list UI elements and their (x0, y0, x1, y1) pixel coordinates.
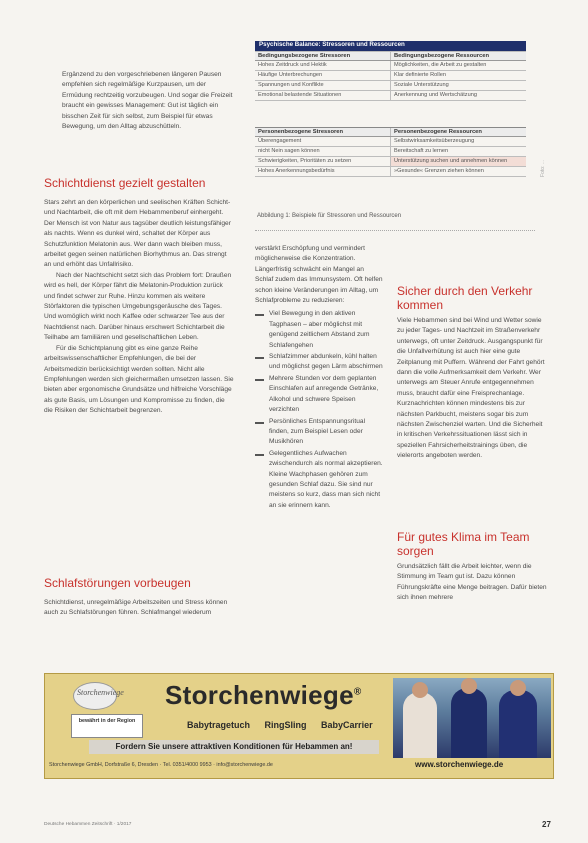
registered-mark: ® (353, 686, 362, 698)
list-item: Gelegentliches Aufwachen zwischendurch als normal akzeptieren. Kleine Wachphasen gehören zum gesunden Schlaf dazu. Sie sind nur meistens so kurz, dass man sich nicht an sie erinnern kann. (255, 449, 383, 511)
quality-badge: bewährt in der Region (71, 714, 143, 738)
ad-product: Babytragetuch (187, 720, 251, 730)
person-head (412, 682, 428, 698)
list-item: Persönliches Entspannungsritual finden, zum Beispiel Lesen oder Musikhören (255, 417, 383, 448)
list-item: Schlafzimmer abdunkeln, kühl halten und möglichst gegen Lärm abschirmen (255, 352, 383, 373)
table-cell: Spannungen und Konflikte (255, 80, 391, 90)
page-footer: Deutsche Hebammen Zeitschrift · 1/2017 (44, 822, 132, 827)
person-figure (499, 690, 537, 758)
ad-website-link[interactable]: www.storchenwiege.de (415, 760, 504, 769)
traffic-text (397, 316, 549, 462)
table-row (255, 80, 526, 90)
figure-caption: Abbildung 1: Beispiele für Stressoren und Ressourcen (257, 213, 402, 219)
paragraph: Für die Schichtplanung gibt es eine ganze Reihe arbeitswissenschaftlicher Empfehlungen, die bei der Arbeitsmedizin berücksichtigt werden sollten. Nicht alle Empfehlungen werden sich gleichermaßen umsetzen lassen. Sie bieten aber ergonomische Grundsätze und hilfreiche Vorschläge als gute Basis, um Lösungen und Kompromisse zu finden, die die Risiken der Schichtarbeit begrenzen. (44, 344, 234, 415)
paragraph: Schichtdienst, unregelmäßige Arbeitszeiten und Stress können auch zu Schlafstörungen führen. Schlafmangel wiederum (44, 599, 228, 617)
stressor-table-personal (255, 127, 526, 177)
advertisement-banner[interactable] (44, 673, 554, 779)
ad-product: BabyCarrier (321, 720, 373, 730)
page-number: 27 (542, 820, 551, 829)
table-cell: Anerkennung und Wertschätzung (391, 90, 527, 100)
table-cell: Möglichkeiten, die Arbeit zu gestalten (391, 60, 527, 70)
table-cell: Schwierigkeiten, Prioritäten zu setzen (255, 157, 391, 167)
heading-traffic: Sicher durch den Verkehr kommen (397, 284, 533, 312)
table-cell: nicht Nein sagen können (255, 147, 391, 157)
table-row (255, 157, 526, 167)
intro-paragraph-block (44, 70, 234, 132)
table-row (255, 137, 526, 147)
person-head (461, 678, 477, 694)
table-header: Bedingungsbezogene Stressoren (255, 51, 391, 60)
logo-text: Storchenwiege (77, 688, 124, 697)
ad-product: RingSling (264, 720, 307, 730)
table-row (255, 70, 526, 80)
table-cell: Klar definierte Rollen (391, 70, 527, 80)
sleep-tips-column (255, 244, 383, 512)
table-cell: Häufige Unterbrechungen (255, 70, 391, 80)
ad-photo-midwives (393, 678, 551, 758)
table-cell: Bereitschaft zu lernen (391, 147, 527, 157)
team-climate-text (397, 562, 549, 604)
table-row (255, 60, 526, 70)
table-row (255, 167, 526, 177)
paragraph: Stars zehrt an den körperlichen und seelischen Kräften Schicht- und Nachtarbeit, die oft mit dem Hebammenberuf einhergeht. Der Mensch ist von Natur aus tagsüber deutlich leistungsfähiger als nachts. Wenn es dunkel wird, schaltet der Körper aus Schutzfunktion Melatonin aus. Wer dann wach bleiben muss, arbeitet gegen seinen natürlichen Biorhythmus an. Das strengt an und erhöht das Unfallrisiko. (44, 199, 231, 269)
heading-shift-work: Schichtdienst gezielt gestalten (44, 176, 206, 190)
paragraph: Grundsätzlich fällt die Arbeit leichter, wenn die Stimmung im Team gut ist. Dazu können Führungskräfte eine Menge beitragen. Dafür bieten sich ihnen mehrere (397, 563, 547, 602)
paragraph: Viele Hebammen sind bei Wind und Wetter sowie zu jeder Tages- und Nachtzeit im Straßenverkehr unterwegs, oft unter Zeitdruck. Ausgangspunkt für die Unfallverhütung ist auch hier eine gute Zeitplanung mit Puffern. Während der Fahrt gehört dann die volle Aufmerksamkeit dem Verkehr. Wer unterwegs am Steuer Anrufe entgegennehmen muss, braucht dafür eine Freisprechanlage. Kurznachrichten können mindestens bis zur nächsten Parkbucht, meistens sogar bis zum nächsten Zwischenziel warten. Und die Sicherheit in kritischen Verkehrssituationen lässt sich in speziellen Fahrsicherheitstrainings üben, die vielerorts angeboten werden. (397, 317, 545, 460)
brand-logo (55, 682, 155, 738)
sleep-tips-list (255, 309, 383, 511)
table-cell: Soziale Unterstützung (391, 80, 527, 90)
table-cell: Emotional belastende Situationen (255, 90, 391, 100)
table-row (255, 90, 526, 100)
person-figure (403, 692, 437, 758)
photo-credit: Foto: ... (540, 160, 546, 177)
sleep-text (44, 598, 234, 619)
paragraph: verstärkt Erschöpfung und vermindert möglicherweise die Konzentration. Längerfristig schwächt ein Mangel an Schlaf zudem das Immunsystem. Oft helfen schon kleine Veränderungen im Alltag, um Schlafprobleme zu reduzieren: (255, 245, 383, 305)
heading-team-climate: Für gutes Klima im Team sorgen (397, 530, 530, 558)
stressor-table-conditions (255, 41, 526, 101)
table-cell: Unterstützung suchen und annehmen können (391, 157, 527, 167)
paragraph: Nach der Nachtschicht setzt sich das Problem fort: Draußen wird es hell, der Körper fährt die Melatonin-Produktion zurück und findet schwer zur Ruhe. Hinzu kommen als weitere Störfaktoren die typischen Umgebungsgeräusche des Tages. Und womöglich wirkt noch Kaffee oder schwarzer Tee aus der Nachtdienst nach. Darüber hinaus erschwert Schichtarbeit die Teilhabe am familiären und gesellschaftlichen Leben. (44, 271, 232, 342)
heading-sleep-disorders: Schlafstörungen vorbeugen (44, 576, 191, 590)
paragraph: Ergänzend zu den vorgeschriebenen längeren Pausen empfehlen sich regelmäßige Kurzpausen, um der Ermüdung rechtzeitig vorzubeugen. Und sogar die Freizeit braucht ein gewisses Management: Gut ist täglich ein bisschen Zeit für sich selbst, zum Beispiel für etwas Bewegung, um den Alltag abzuschütteln. (62, 71, 233, 131)
table-header: Personenbezogene Stressoren (255, 128, 391, 137)
table-cell: »Gesunde« Grenzen ziehen können (391, 167, 527, 177)
list-item: Mehrere Stunden vor dem geplanten Einschlafen auf anregende Getränke, Alkohol und schwere Speisen verzichten (255, 374, 383, 416)
table-cell: Hohes Zeitdruck und Hektik (255, 60, 391, 70)
person-head (510, 680, 526, 696)
shift-work-text (44, 198, 234, 417)
ad-product-list (187, 720, 385, 730)
table-header: Bedingungsbezogene Ressourcen (391, 51, 527, 60)
list-item: Viel Bewegung in den aktiven Tagphasen – aber möglichst mit genügend zeitlichem Abstand zum Schlafengehen (255, 309, 383, 351)
table-row (255, 147, 526, 157)
table-cell: Überengagement (255, 137, 391, 147)
table-cell: Hohes Anerkennungsbedürfnis (255, 167, 391, 177)
ad-offer-bar: Fordern Sie unsere attraktiven Konditionen für Hebammen an! (89, 740, 379, 754)
table-header: Personenbezogene Ressourcen (391, 128, 527, 137)
ad-contact: Storchenwiege GmbH, Dorfstraße 6, Dresden · Tel. 0351/4000 9953 · info@storchenwiege.de (49, 762, 273, 768)
ad-title-text: Storchenwiege (165, 680, 354, 710)
person-figure (451, 688, 487, 758)
table-cell: Selbstwirksamkeitsüberzeugung (391, 137, 527, 147)
divider (255, 230, 535, 231)
table-caption: Psychische Balance: Stressoren und Ressourcen (255, 41, 526, 51)
ad-title (165, 680, 362, 711)
